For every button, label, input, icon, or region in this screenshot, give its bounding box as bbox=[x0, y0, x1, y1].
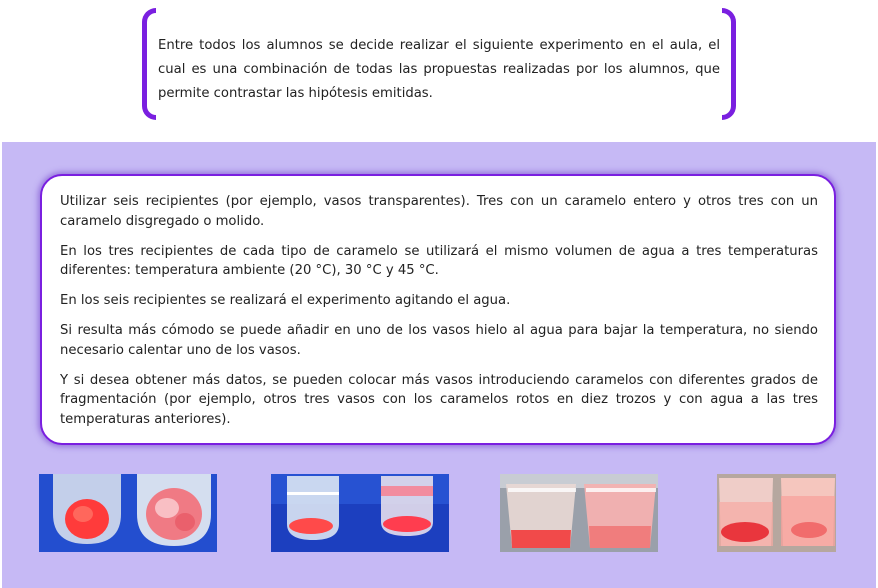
instruction-paragraph: Utilizar seis recipientes (por ejemplo, vasos transparentes). Tres con un caramelo entero y otros tres con un caramelo disgregado o molido. bbox=[60, 194, 818, 229]
experiment-panel bbox=[2, 142, 876, 588]
tubes-with-red-candy-photo bbox=[39, 474, 217, 552]
instructions-card bbox=[40, 174, 836, 445]
cups-with-dissolving-candy-photo bbox=[717, 474, 836, 552]
instruction-paragraph: Si resulta más cómodo se puede añadir en uno de los vasos hielo al agua para bajar la temperatura, no siendo necesario calentar uno de los vasos. bbox=[60, 322, 818, 358]
intro-box bbox=[142, 8, 736, 120]
left-bracket-decoration bbox=[142, 8, 156, 120]
tubes-with-water-and-candy-photo bbox=[271, 474, 449, 552]
instruction-paragraph: En los seis recipientes se realizará el experimento agitando el agua. bbox=[60, 293, 511, 309]
instruction-paragraph: Y si desea obtener más datos, se pueden colocar más vasos introduciendo caramelos con diferentes grados de fragmentación (por ejemplo, otros tres vasos con los caramelos rotos en diez trozos y con agua a las tres temperaturas anteriores). bbox=[60, 372, 818, 428]
instruction-paragraph: En los tres recipientes de cada tipo de caramelo se utilizará el mismo volumen de agua a tres temperaturas diferentes: temperatura ambiente (20 °C), 30 °C y 45 °C. bbox=[60, 243, 818, 279]
cups-with-pink-solution-photo bbox=[500, 474, 658, 552]
right-bracket-decoration bbox=[722, 8, 736, 120]
intro-text: Entre todos los alumnos se decide realizar el siguiente experimento en el aula, el cual es una combinación de todas las propuestas realizadas por los alumnos, que permite contrastar las hipótesis emitidas. bbox=[158, 38, 720, 101]
